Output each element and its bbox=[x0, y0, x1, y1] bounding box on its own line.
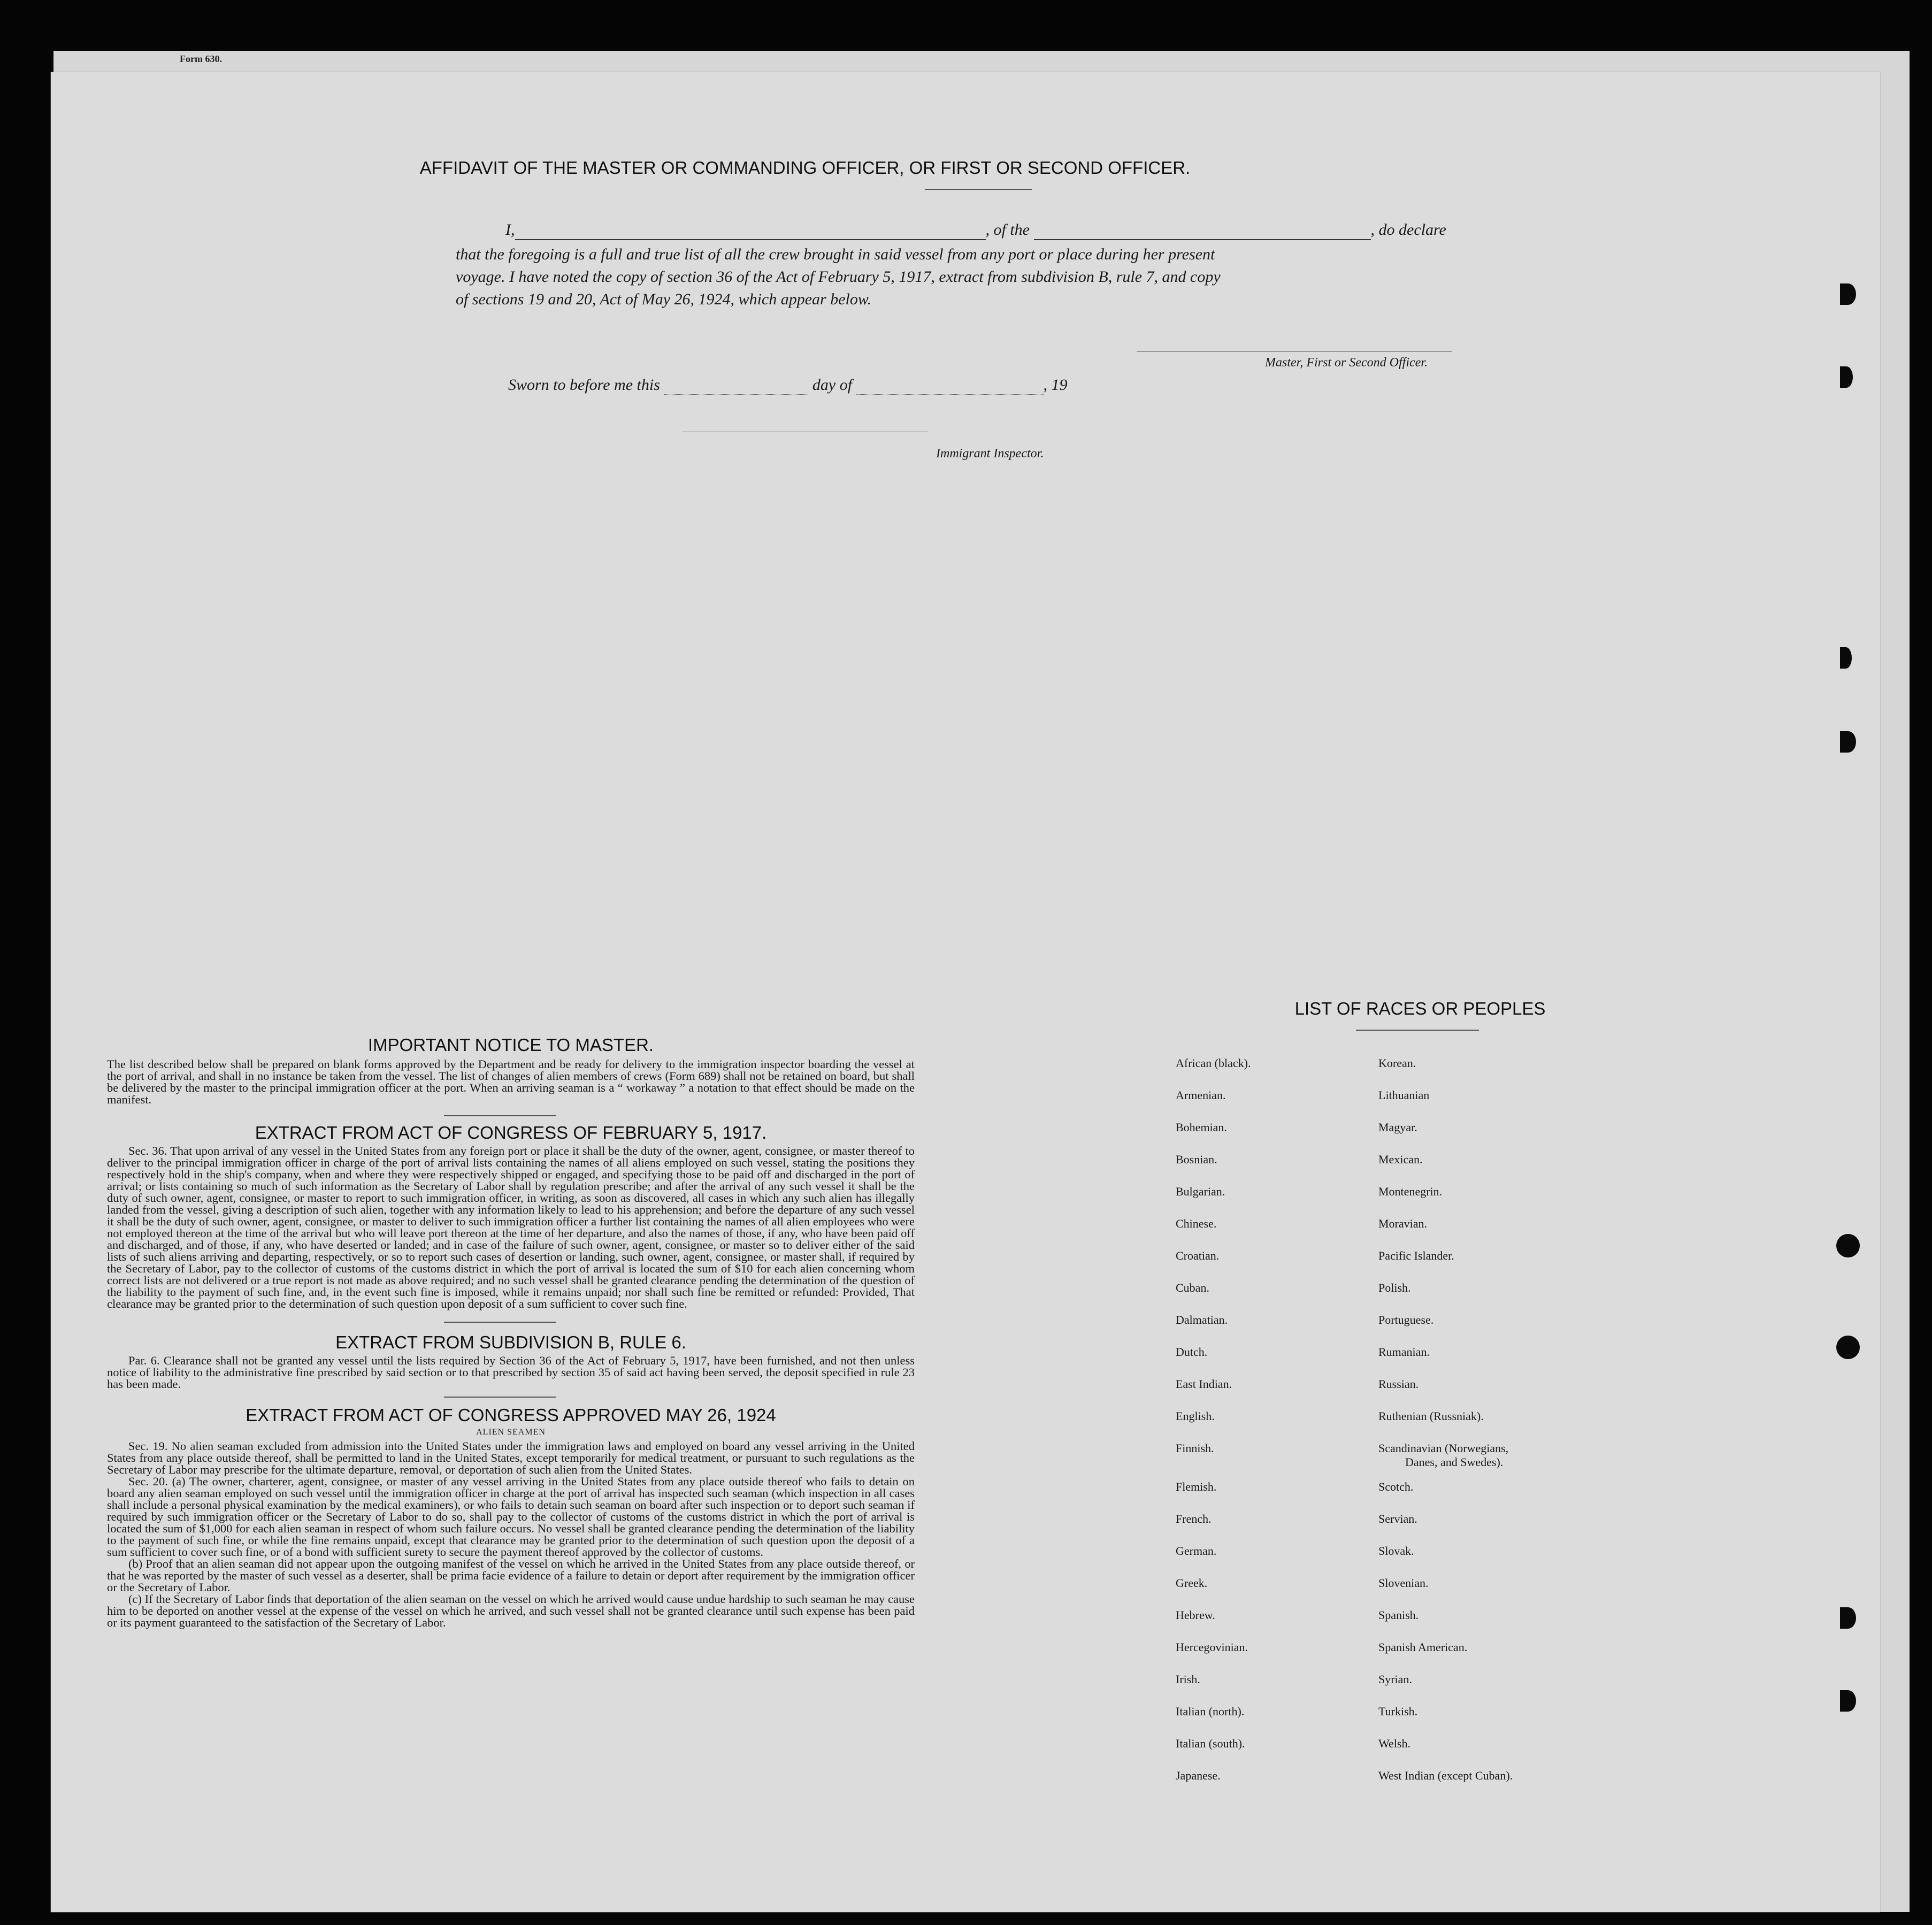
race-item: Welsh. bbox=[1378, 1737, 1410, 1750]
race-item: Servian. bbox=[1378, 1512, 1417, 1525]
race-item: Bohemian. bbox=[1176, 1121, 1227, 1134]
race-item-continuation: Danes, and Swedes). bbox=[1405, 1455, 1504, 1469]
race-item: Irish. bbox=[1176, 1673, 1200, 1686]
race-item: German. bbox=[1176, 1544, 1217, 1558]
binder-notch bbox=[1840, 366, 1853, 388]
declaration-text-line-2: voyage. I have noted the copy of section 36 of the Act of February 5, 1917, extract from subdivision B, rule 7, and copy bbox=[456, 268, 1221, 286]
race-item: Bosnian. bbox=[1176, 1153, 1217, 1166]
race-item: Italian (north). bbox=[1176, 1705, 1245, 1718]
extract-1917-rule bbox=[444, 1322, 556, 1323]
race-item: Spanish. bbox=[1378, 1608, 1419, 1622]
race-item: Chinese. bbox=[1176, 1217, 1217, 1230]
do-declare-label: , do declare bbox=[1370, 221, 1446, 239]
extract-1924-sec19: Sec. 19. No alien seaman excluded from admission into the United States under the immigration laws and employed on board any vessel arriving in the United States from any place outside thereof, shall be permitted to land in the United States, except temporarily for medical treatment, or pursuant to such regulations as the Secretary of Labor may prescribe for the ultimate departure, removal, or deportation of such alien from the United States. bbox=[107, 1439, 915, 1476]
extract-1924-sec20a: Sec. 20. (a) The owner, charterer, agent, consignee, or master of any vessel arriving in the United States from any place outside thereof who fails to detain on board any alien seaman employed on such vessel until the immigration officer in charge at the port of arrival has inspected such seaman (which inspection in all cases shall include a personal physical examination by the medical examiners), or who fails to detain such seaman on board after such inspection or to deport such seaman if required by such immigration officer or the Secretary of Labor to do so, shall pay to the collector of customs of the customs district in which the port of arrival is located the sum of $1,000 for each alien seaman in respect of whom such failure occurs. No vessel shall be granted clearance pending the determination of the liability to the payment of such fine, or while the fine remains unpaid, except that clearance may be granted prior to the determination of such question upon the deposit of a sum sufficient to cover such fine, or of a bond with sufficient surety to secure the payment thereof approved by the collector of customs. bbox=[107, 1475, 915, 1559]
race-item: Portuguese. bbox=[1378, 1313, 1434, 1326]
race-item: French. bbox=[1176, 1512, 1212, 1525]
race-item: Scotch. bbox=[1378, 1480, 1414, 1493]
race-item: Hebrew. bbox=[1176, 1608, 1215, 1622]
race-item: Magyar. bbox=[1378, 1121, 1417, 1134]
races-title-rule bbox=[1356, 1030, 1479, 1031]
race-item: Montenegrin. bbox=[1378, 1185, 1443, 1198]
master-signature-line[interactable] bbox=[1137, 351, 1452, 352]
binder-notch bbox=[1840, 1607, 1856, 1629]
race-item: Cuban. bbox=[1176, 1281, 1209, 1294]
race-item: African (black). bbox=[1176, 1056, 1251, 1070]
affidavit-page bbox=[51, 72, 1880, 1912]
extract-1924-sec20c: (c) If the Secretary of Labor finds that deportation of the alien seaman on the vessel on which he arrived would cause undue hardship to such seaman he may cause him to be deported on another vessel at the expense of the vessel on which he arrived, and such vessel shall not be granted clearance until such expense has been paid or its payment guaranteed to the satisfaction of the Secretary of Labor. bbox=[107, 1592, 915, 1629]
race-item: West Indian (except Cuban). bbox=[1378, 1769, 1513, 1782]
race-item: Hercegovinian. bbox=[1176, 1640, 1248, 1654]
binder-notch bbox=[1840, 1690, 1856, 1712]
race-item: Moravian. bbox=[1378, 1217, 1428, 1230]
race-item: Mexican. bbox=[1378, 1153, 1423, 1166]
affidavit-title: AFFIDAVIT OF THE MASTER OR COMMANDING OFFICER, OR FIRST OR SECOND OFFICER. bbox=[419, 158, 1191, 178]
race-item: Armenian. bbox=[1176, 1088, 1226, 1102]
sworn-day-field[interactable] bbox=[664, 376, 808, 395]
binder-notch bbox=[1840, 647, 1852, 669]
form-number: Form 630. bbox=[180, 53, 222, 64]
extract-1917-title: EXTRACT FROM ACT OF CONGRESS OF FEBRUARY 5, 1917. bbox=[255, 1123, 767, 1142]
race-item: Scandinavian (Norwegians, bbox=[1378, 1441, 1509, 1455]
race-item: Pacific Islander. bbox=[1378, 1249, 1454, 1262]
extract-rule6-text: Par. 6. Clearance shall not be granted any vessel until the lists required by Section 36 of the Act of February 5, 1917, have been furnished, and not then unless notice of liability to the administrative fine prescribed by said section or to that prescribed by section 35 of said act having been served, the deposit specified in rule 23 has been made. bbox=[107, 1354, 915, 1391]
affidavit-title-rule bbox=[925, 189, 1032, 190]
day-of-label: day of bbox=[812, 376, 853, 394]
race-item: Turkish. bbox=[1378, 1705, 1418, 1718]
race-item: Slovenian. bbox=[1378, 1576, 1429, 1590]
race-item: English. bbox=[1176, 1409, 1215, 1423]
binder-hole bbox=[1836, 1336, 1860, 1359]
race-item: Japanese. bbox=[1176, 1769, 1221, 1782]
inspector-caption: Immigrant Inspector. bbox=[936, 447, 1044, 461]
race-item: Slovak. bbox=[1378, 1544, 1414, 1558]
race-item: Spanish American. bbox=[1378, 1640, 1468, 1654]
officer-name-field[interactable] bbox=[515, 221, 986, 240]
race-item: Korean. bbox=[1378, 1056, 1416, 1070]
notice-title: IMPORTANT NOTICE TO MASTER. bbox=[367, 1035, 654, 1055]
race-item: Finnish. bbox=[1176, 1441, 1214, 1455]
race-item: East Indian. bbox=[1176, 1377, 1232, 1391]
declaration-text-line-1: that the foregoing is a full and true list of all the crew brought in said vessel from any port or place during her present bbox=[456, 246, 1215, 263]
race-item: Polish. bbox=[1378, 1281, 1411, 1294]
binder-notch bbox=[1840, 283, 1856, 305]
i-label: I, bbox=[505, 221, 515, 239]
extract-1917-text: Sec. 36. That upon arrival of any vessel in the United States from any foreign port or place it shall be the duty of the owner, agent, consignee, or master thereof to deliver to the principal immigration officer in charge of the port of arrival lists containing the names of all aliens employed on such vessel, stating the positions they respectively hold in the ship's company, when and where they were respectively shipped or engaged, and specifying those to be paid off and discharged in the port of arrival; or lists containing so much of such information as the Secretary of Labor shall by regulation prescribe; and after the arrival of any such vessel it shall be the duty of such owner, agent, consignee, or master to report to such immigration officer, in writing, as soon as discovered, all cases in which any such alien has illegally landed from the vessel, giving a description of such alien, together with any information likely to lead to his apprehension; and before the departure of any such vessel it shall be the duty of such owner, agent, consignee, or master to deliver to such immigration officer a further list containing the names of all alien employees who were not employed thereon at the time of the arrival but who will leave port thereon at the time of her departure, and also the names of those, if any, who have been paid off and discharged, and of those, if any, who have deserted or landed; and in case of the failure of such owner, agent, consignee, or master so to deliver either of the said lists of such aliens arriving and departing, respectively, or so to report such cases of desertion or landing, such owner, agent, consignee, or master shall, if required by the Secretary of Labor, pay to the collector of customs of the customs district in which the port of arrival is located the sum of $10 for each alien concerning whom correct lists are not delivered or a true report is not made as above required; and no such vessel shall be granted clearance pending the determination of the question of the liability to the payment of such fine, and, in the event such fine is imposed, while it remains unpaid; nor shall such fine be remitted or refunded: Provided, That clearance may be granted prior to the determination of such question upon deposit of a sum sufficient to cover such fine. bbox=[107, 1144, 915, 1310]
race-item: Rumanian. bbox=[1378, 1345, 1430, 1359]
vessel-name-field[interactable] bbox=[1034, 221, 1371, 240]
year-label: , 19 bbox=[1043, 376, 1068, 394]
extract-1924-subtitle: ALIEN SEAMEN bbox=[476, 1428, 546, 1437]
extract-1924-sec20b: (b) Proof that an alien seaman did not appear upon the outgoing manifest of the vessel on which he arrived in the United States from any place outside thereof, or that he was reported by the master of such vessel as a deserter, shall be prima facie evidence of a failure to detain or deport after requirement by the immigration officer or the Secretary of Labor. bbox=[107, 1557, 915, 1594]
races-title: LIST OF RACES OR PEOPLES bbox=[1294, 999, 1546, 1018]
declaration-line bbox=[505, 221, 1548, 240]
race-item: Ruthenian (Russniak). bbox=[1378, 1409, 1484, 1423]
race-item: Dutch. bbox=[1176, 1345, 1208, 1359]
race-item: Dalmatian. bbox=[1176, 1313, 1228, 1326]
extract-1924-title: EXTRACT FROM ACT OF CONGRESS APPROVED MAY 26, 1924 bbox=[246, 1405, 776, 1425]
race-item: Russian. bbox=[1378, 1377, 1419, 1391]
sworn-label: Sworn to before me this bbox=[508, 376, 660, 394]
extract-rule6-rule bbox=[444, 1397, 556, 1398]
binder-hole bbox=[1836, 1234, 1860, 1257]
extract-rule6-title: EXTRACT FROM SUBDIVISION B, RULE 6. bbox=[335, 1332, 686, 1352]
of-the-label: , of the bbox=[985, 221, 1030, 239]
race-item: Bulgarian. bbox=[1176, 1185, 1225, 1198]
race-item: Italian (south). bbox=[1176, 1737, 1245, 1750]
declaration-text-line-3: of sections 19 and 20, Act of May 26, 1924, which appear below. bbox=[456, 290, 872, 308]
master-caption: Master, First or Second Officer. bbox=[1265, 356, 1428, 370]
notice-section bbox=[107, 1035, 915, 1629]
notice-rule bbox=[444, 1115, 556, 1116]
race-item: Greek. bbox=[1176, 1576, 1208, 1590]
race-item: Lithuanian bbox=[1378, 1088, 1430, 1102]
sworn-month-field[interactable] bbox=[856, 376, 1044, 395]
notice-text: The list described below shall be prepared on blank forms approved by the Department and be ready for delivery to the immigration inspector boarding the vessel at the port of arrival, and shall in no instance be taken from the vessel. The list of changes of alien members of crews (Form 689) shall not be retained on board, but shall be delivered by the master to the principal immigration officer at the port. When an arriving seaman is a “ workaway ” a notation to that effect should be made on the manifest. bbox=[107, 1057, 915, 1106]
race-item: Syrian. bbox=[1378, 1673, 1412, 1686]
declaration-text bbox=[456, 243, 1547, 311]
race-item: Croatian. bbox=[1176, 1249, 1220, 1262]
race-item: Flemish. bbox=[1176, 1480, 1217, 1493]
binder-notch bbox=[1840, 731, 1856, 753]
sworn-line bbox=[508, 376, 1068, 395]
